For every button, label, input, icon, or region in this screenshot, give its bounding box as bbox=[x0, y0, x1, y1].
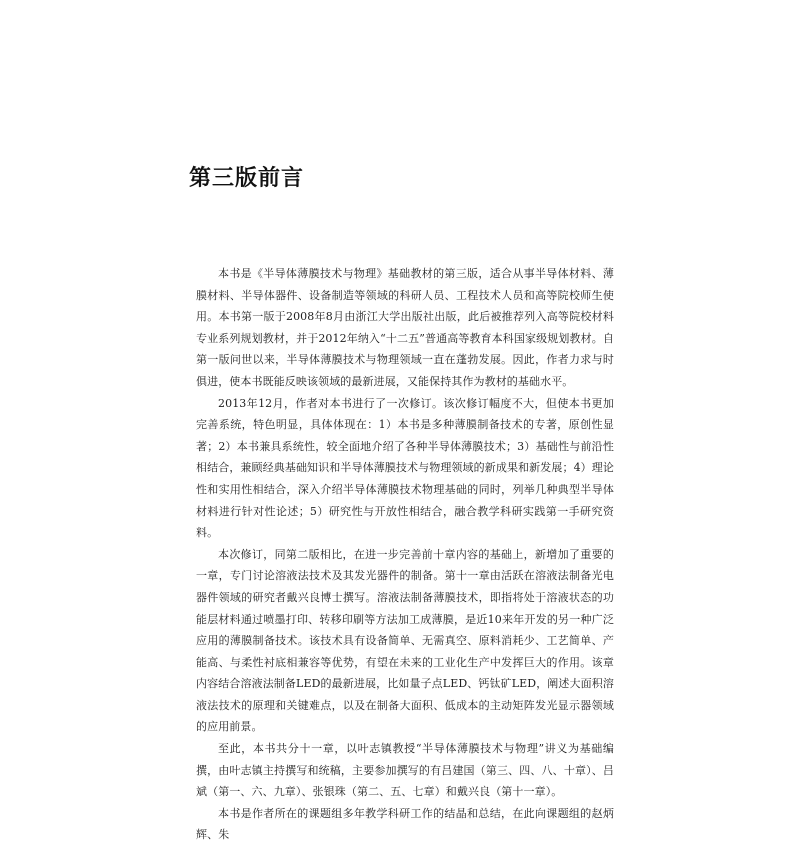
paragraph-4: 至此，本书共分十一章，以叶志镇教授“半导体薄膜技术与物理”讲义为基础编撰，由叶志镇主持撰写和统稿，主要参加撰写的有吕建国（第三、四、八、十章）、吕斌（第一、六、九章）、张银珠（第二、五、七章）和戴兴良（第十一章）。 bbox=[196, 742, 614, 799]
page-title: 第三版前言 bbox=[189, 166, 305, 191]
paragraph-1: 本书是《半导体薄膜技术与物理》基础教材的第三版，适合从事半导体材料、薄膜材料、半导体器件、设备制造等领域的科研人员、工程技术人员和高等院校师生使用。本书第一版于2008年8月由浙江大学出版社出版，此后被推荐列入高等院校材料专业系列规划教材，并于2012年纳入“十二五”普通高等教育本科国家级规划教材。自第一版问世以来，半导体薄膜技术与物理领域一直在蓬勃发展。因此，作者力求与时俱进，使本书既能反映该领域的最新进展，又能保持其作为教材的基础水平。 bbox=[196, 267, 614, 388]
paragraph-5: 本书是作者所在的课题组多年教学科研工作的结晶和总结，在此向课题组的赵炳辉、朱 bbox=[196, 806, 614, 842]
paragraph-3: 本次修订，同第二版相比，在进一步完善前十章内容的基础上，新增加了重要的一章，专门讨论溶液法技术及其发光器件的制备。第十一章由活跃在溶液法制备光电器件领域的研究者戴兴良博士撰写。溶液法制备薄膜技术，即指将处于溶液状态的功能层材料通过喷墨打印、转移印刷等方法加工成薄膜，是近10来年开发的另一种广泛应用的薄膜制备技术。该技术具有设备简单、无需真空、原料消耗少、工艺简单、产能高、与柔性衬底相兼容等优势，有望在未来的工业化生产中发挥巨大的作用。该章内容结合溶液法制备LED的最新进展，比如量子点LED、钙钛矿LED，阐述大面积溶液法技术的原理和关键难点，以及在制备大面积、低成本的主动矩阵发光显示器领域的应用前景。 bbox=[196, 547, 614, 734]
preface-body bbox=[196, 263, 614, 846]
paragraph-2: 2013年12月，作者对本书进行了一次修订。该次修订幅度不大，但使本书更加完善系统，特色明显，具体体现在：1）本书是多种薄膜制备技术的专著，原创性显著；2）本书兼具系统性，较全面地介绍了各种半导体薄膜技术；3）基础性与前沿性相结合，兼顾经典基础知识和半导体薄膜技术与物理领域的新成果和新发展；4）理论性和实用性相结合，深入介绍半导体薄膜技术物理基础的同时，列举几种典型半导体材料进行针对性论述；5）研究性与开放性相结合，融合教学科研实践第一手研究资料。 bbox=[196, 396, 614, 540]
